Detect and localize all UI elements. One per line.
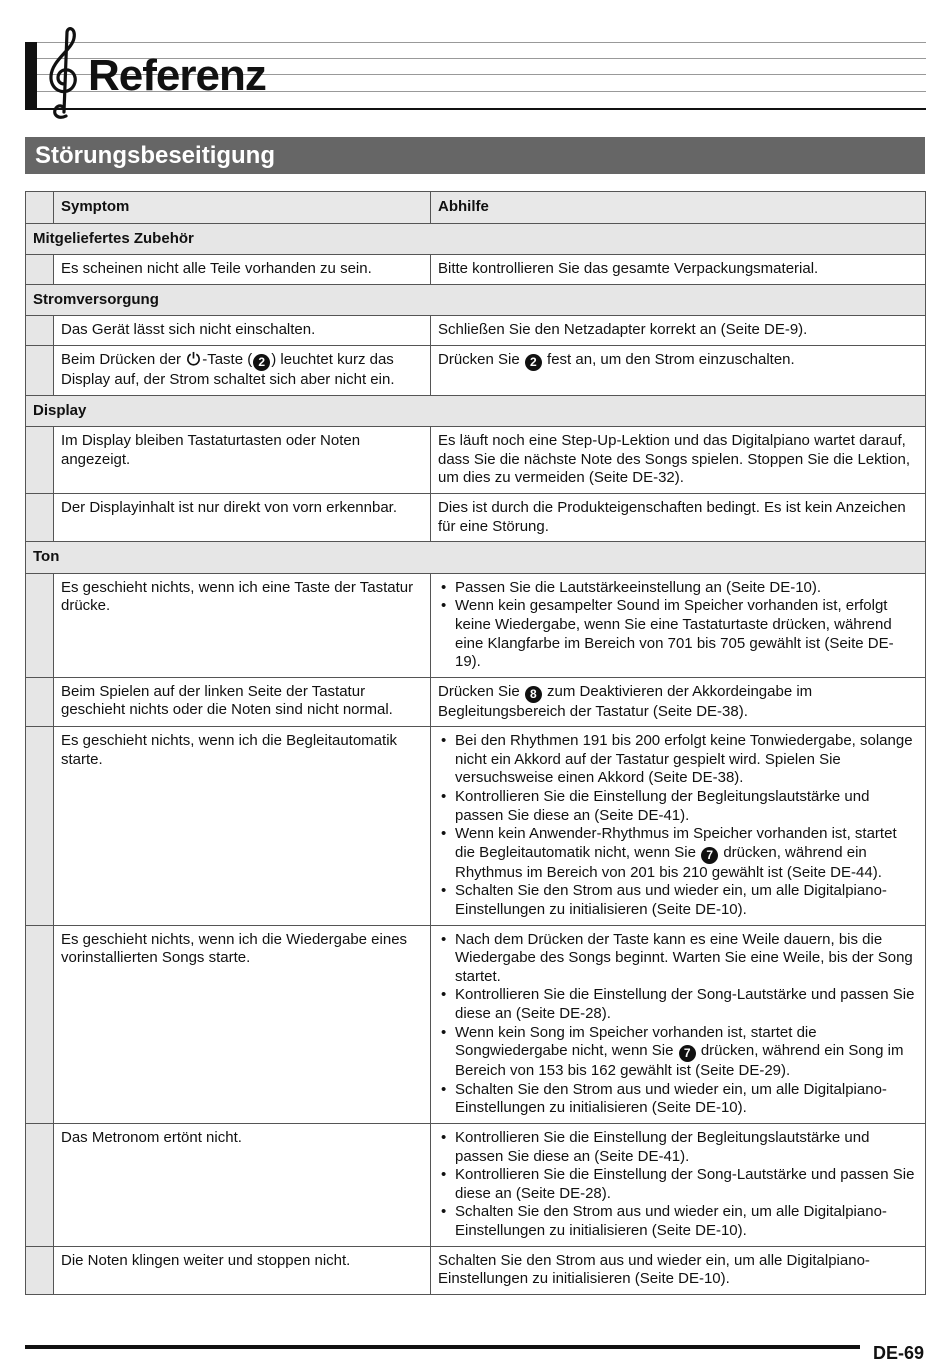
remedy-text: Drücken Sie	[438, 350, 520, 368]
symptom-cell: Das Metronom ertönt nicht.	[54, 1123, 431, 1246]
table-row	[26, 573, 926, 677]
power-icon	[186, 351, 201, 366]
category-label: Display	[26, 395, 926, 427]
table-gutter	[26, 677, 54, 727]
list-item-text: drücken, während ein Song im Bereich von 153 bis 162 gewählt ist (Seite DE-29).	[455, 1042, 904, 1080]
symptom-cell: Es scheinen nicht alle Teile vorhanden zu sein.	[54, 255, 431, 285]
table-gutter	[26, 345, 54, 395]
category-row	[26, 284, 926, 316]
symptom-cell: Beim Spielen auf der linken Seite der Tastatur geschieht nichts oder die Noten sind nicht normal.	[54, 677, 431, 727]
table-row	[26, 493, 926, 541]
remedy-list	[438, 1129, 918, 1241]
table-row	[26, 727, 926, 925]
table-gutter	[26, 1123, 54, 1246]
table-gutter	[26, 493, 54, 541]
remedy-cell	[431, 1123, 926, 1246]
list-item	[438, 1024, 918, 1081]
symptom-cell: Das Gerät lässt sich nicht einschalten.	[54, 316, 431, 346]
list-item: • Kontrollieren Sie die Einstellung der Begleitungslautstärke und passen Sie diese an (Seite DE-41).	[438, 788, 918, 825]
symptom-cell: Der Displayinhalt ist nur direkt von vorn erkennbar.	[54, 493, 431, 541]
button-number-badge: 2	[525, 354, 542, 371]
list-item: • Schalten Sie den Strom aus und wieder ein, um alle Digitalpiano-Einstellungen zu initialisieren (Seite DE-10).	[438, 1203, 918, 1240]
remedy-cell	[431, 727, 926, 925]
remedy-cell: Schließen Sie den Netzadapter korrekt an (Seite DE-9).	[431, 316, 926, 346]
table-gutter	[26, 427, 54, 494]
table-gutter	[26, 925, 54, 1123]
footer-rule	[25, 1345, 860, 1349]
column-header-remedy: Abhilfe	[431, 192, 926, 224]
list-item: • Kontrollieren Sie die Einstellung der Song-Lautstärke und passen Sie diese an (Seite DE-28).	[438, 986, 918, 1023]
remedy-cell	[431, 925, 926, 1123]
table-row	[26, 255, 926, 285]
list-item: • Schalten Sie den Strom aus und wieder ein, um alle Digitalpiano-Einstellungen zu initialisieren (Seite DE-10).	[438, 882, 918, 919]
symptom-text: ) leuchtet kurz das Display auf, der Strom schaltet sich aber nicht ein.	[61, 350, 395, 388]
table-row	[26, 316, 926, 346]
remedy-cell: Es läuft noch eine Step-Up-Lektion und das Digitalpiano wartet darauf, dass Sie die nächste Note des Songs spielen. Stoppen Sie die Lektion, um dies zu vermeiden (Seite DE-32).	[431, 427, 926, 494]
button-number-badge: 7	[679, 1045, 696, 1062]
list-item: • Passen Sie die Lautstärkeeinstellung an (Seite DE-10).	[438, 579, 918, 598]
remedy-text: zum Deaktivieren der Akkordeingabe im Begleitungsbereich der Tastatur (Seite DE-38).	[438, 682, 813, 720]
list-item: • Wenn kein gesampelter Sound im Speicher vorhanden ist, erfolgt keine Wiedergabe, wenn Sie eine Tastaturtaste drücken, während eine Klangfarbe im Bereich von 701 bis 705 gewählt ist (Seite DE-19).	[438, 597, 918, 671]
column-header-symptom: Symptom	[54, 192, 431, 224]
treble-clef-icon	[44, 24, 84, 122]
symptom-text: -Taste (	[202, 350, 253, 368]
symptom-text: Beim Drücken der	[61, 350, 182, 368]
remedy-text: Drücken Sie	[438, 682, 520, 700]
table-row	[26, 1123, 926, 1246]
table-row	[26, 677, 926, 727]
category-label: Stromversorgung	[26, 284, 926, 316]
table-row	[26, 925, 926, 1123]
table-gutter	[26, 573, 54, 677]
category-row	[26, 395, 926, 427]
button-number-badge: 8	[525, 686, 542, 703]
table-gutter	[26, 255, 54, 285]
table-gutter	[26, 316, 54, 346]
remedy-list	[438, 579, 918, 672]
symptom-cell: Es geschieht nichts, wenn ich eine Taste der Tastatur drücke.	[54, 573, 431, 677]
category-row	[26, 223, 926, 255]
category-label: Ton	[26, 542, 926, 574]
table-row	[26, 1246, 926, 1294]
section-header	[25, 137, 925, 174]
list-item: • Kontrollieren Sie die Einstellung der Begleitungslautstärke und passen Sie diese an (Seite DE-41).	[438, 1129, 918, 1166]
page-number: DE-69	[872, 1343, 924, 1363]
remedy-list	[438, 732, 918, 919]
table-header-row	[26, 192, 926, 224]
remedy-cell: Bitte kontrollieren Sie das gesamte Verpackungsmaterial.	[431, 255, 926, 285]
remedy-cell	[431, 573, 926, 677]
symptom-cell: Es geschieht nichts, wenn ich die Begleitautomatik starte.	[54, 727, 431, 925]
section-title: Störungsbeseitigung	[35, 142, 275, 169]
table-gutter	[26, 192, 54, 224]
page-title: Referenz	[88, 51, 266, 100]
list-item: • Nach dem Drücken der Taste kann es eine Weile dauern, bis die Wiedergabe des Songs beginnt. Warten Sie eine Weile, bis der Song startet.	[438, 931, 918, 987]
symptom-cell	[54, 345, 431, 395]
list-item	[438, 825, 918, 882]
list-item: • Kontrollieren Sie die Einstellung der Song-Lautstärke und passen Sie diese an (Seite DE-28).	[438, 1166, 918, 1203]
list-item-text: drücken, während ein Rhythmus im Bereich von 201 bis 210 gewählt ist (Seite DE-44).	[455, 843, 882, 881]
remedy-list	[438, 931, 918, 1118]
category-row	[26, 542, 926, 574]
list-item-text: Wenn kein Anwender-Rhythmus im Speicher vorhanden ist, startet die Begleitautomatik nicht, wenn Sie	[455, 825, 897, 861]
list-item: • Bei den Rhythmen 191 bis 200 erfolgt keine Tonwiedergabe, solange nicht ein Akkord auf der Tastatur gespielt wird. Spielen Sie versuchsweise einen Akkord (Seite DE-38).	[438, 732, 918, 788]
symptom-cell: Die Noten klingen weiter und stoppen nicht.	[54, 1246, 431, 1294]
list-item-text: Wenn kein Song im Speicher vorhanden ist, startet die Songwiedergabe nicht, wenn Sie	[455, 1023, 817, 1060]
symptom-cell: Im Display bleiben Tastaturtasten oder Noten angezeigt.	[54, 427, 431, 494]
button-number-badge: 7	[701, 847, 718, 864]
troubleshooting-table	[25, 191, 926, 1295]
remedy-cell: Dies ist durch die Produkteigenschaften bedingt. Es ist kein Anzeichen für eine Störung.	[431, 493, 926, 541]
staff-bar	[25, 42, 37, 110]
table-row	[26, 345, 926, 395]
remedy-cell: Schalten Sie den Strom aus und wieder ein, um alle Digitalpiano-Einstellungen zu initialisieren (Seite DE-10).	[431, 1246, 926, 1294]
symptom-cell: Es geschieht nichts, wenn ich die Wiedergabe eines vorinstallierten Songs starte.	[54, 925, 431, 1123]
table-gutter	[26, 727, 54, 925]
remedy-cell	[431, 677, 926, 727]
remedy-text: fest an, um den Strom einzuschalten.	[547, 350, 795, 368]
category-label: Mitgeliefertes Zubehör	[26, 223, 926, 255]
table-row	[26, 427, 926, 494]
list-item: • Schalten Sie den Strom aus und wieder ein, um alle Digitalpiano-Einstellungen zu initialisieren (Seite DE-10).	[438, 1081, 918, 1118]
remedy-cell	[431, 345, 926, 395]
table-gutter	[26, 1246, 54, 1294]
button-number-badge: 2	[253, 354, 270, 371]
